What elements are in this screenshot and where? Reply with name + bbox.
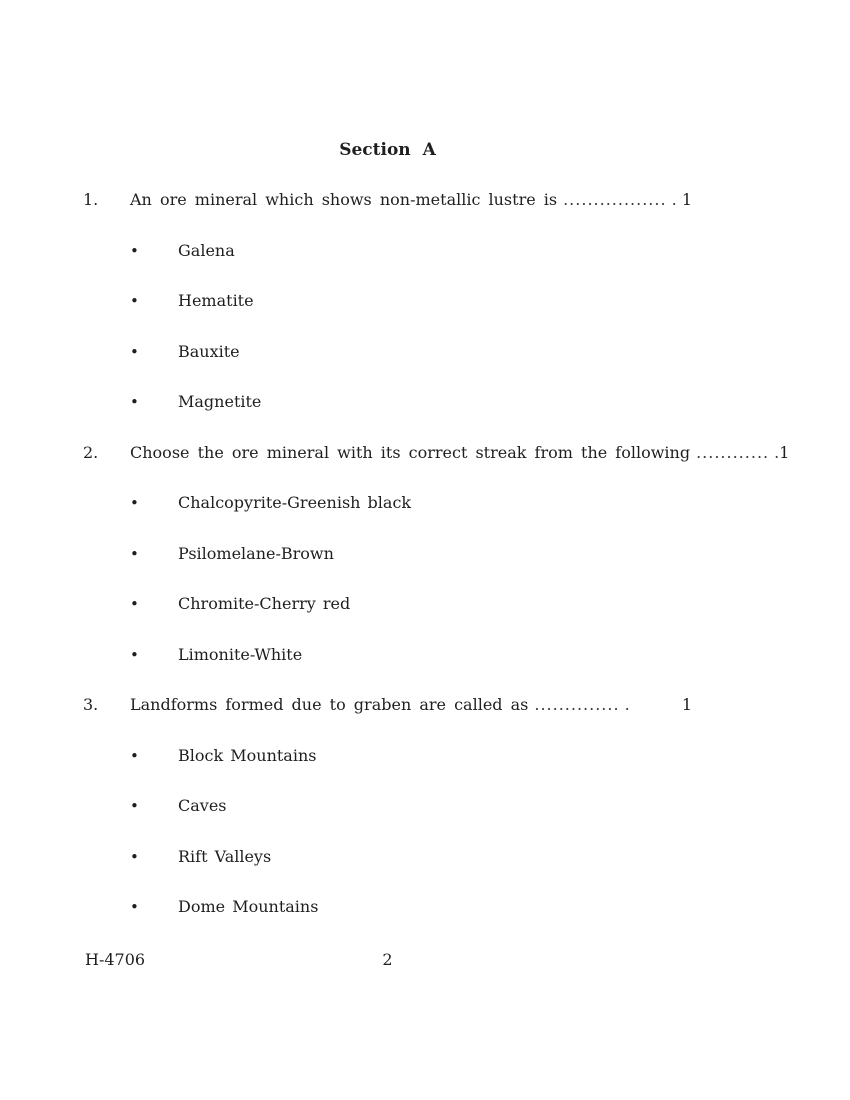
- option-label: Limonite-White: [178, 644, 303, 664]
- dotted-blank: .................: [563, 190, 667, 209]
- page-footer: [83, 951, 692, 969]
- option-item: [83, 242, 692, 259]
- option-item: [83, 494, 692, 511]
- bullet-icon: •: [130, 241, 139, 260]
- option-label: Bauxite: [178, 341, 240, 361]
- option-item: [83, 747, 692, 764]
- option-label: Dome Mountains: [178, 897, 319, 916]
- option-item: [83, 292, 692, 309]
- blank-period: .: [624, 695, 630, 714]
- question-2: [83, 442, 790, 462]
- bullet-icon: •: [130, 494, 139, 512]
- option-label: Caves: [178, 796, 227, 815]
- bullet-icon: •: [130, 544, 139, 563]
- option-item: [83, 848, 692, 865]
- question-number: 3.: [83, 695, 99, 714]
- option-item: [83, 393, 692, 410]
- bullet-icon: •: [130, 595, 139, 613]
- bullet-icon: •: [130, 746, 139, 765]
- option-label: Magnetite: [178, 392, 262, 411]
- section-title: Section A: [339, 140, 436, 160]
- dotted-blank: ..............: [534, 695, 620, 714]
- bullet-icon: •: [130, 797, 139, 815]
- question-marks: 1: [681, 695, 692, 714]
- option-label: Galena: [178, 240, 235, 260]
- option-label: Rift Valleys: [178, 846, 272, 866]
- question-text-main: An ore mineral which shows non-metallic lustre is: [130, 190, 558, 209]
- option-label: Chalcopyrite-Greenish black: [178, 493, 412, 512]
- option-item: [83, 545, 692, 562]
- question-marks: 1: [779, 442, 790, 462]
- option-label: Hematite: [178, 291, 254, 310]
- option-label: Chromite-Cherry red: [178, 594, 351, 613]
- bullet-icon: •: [130, 393, 139, 411]
- bullet-icon: •: [130, 342, 139, 361]
- blank-period: .: [671, 190, 677, 209]
- bullet-icon: •: [130, 898, 139, 916]
- bullet-icon: •: [130, 292, 139, 310]
- option-item: [83, 646, 692, 663]
- question-number: 2.: [83, 442, 99, 462]
- option-item: [83, 595, 692, 612]
- option-item: [83, 343, 692, 360]
- question-text-main: Landforms formed due to graben are called as: [130, 695, 529, 714]
- question-text: [130, 191, 682, 208]
- option-label: Psilomelane-Brown: [178, 543, 334, 563]
- option-item: [83, 797, 692, 814]
- option-item: [83, 898, 692, 915]
- question-3: [83, 696, 692, 713]
- blank-period: .: [774, 442, 780, 462]
- page-number: 2: [382, 950, 393, 969]
- question-number: 1.: [83, 190, 99, 209]
- dotted-blank: ............: [696, 442, 770, 462]
- question-text-main: Choose the ore mineral with its correct streak from the following: [130, 442, 691, 462]
- bullet-icon: •: [130, 847, 139, 866]
- page-content: [83, 140, 790, 949]
- paper-code: H-4706: [85, 950, 146, 969]
- question-text: [130, 444, 779, 461]
- question-text: [130, 696, 682, 713]
- option-label: Block Mountains: [178, 745, 317, 765]
- question-1: [83, 191, 692, 208]
- question-marks: 1: [681, 190, 692, 209]
- bullet-icon: •: [130, 645, 139, 664]
